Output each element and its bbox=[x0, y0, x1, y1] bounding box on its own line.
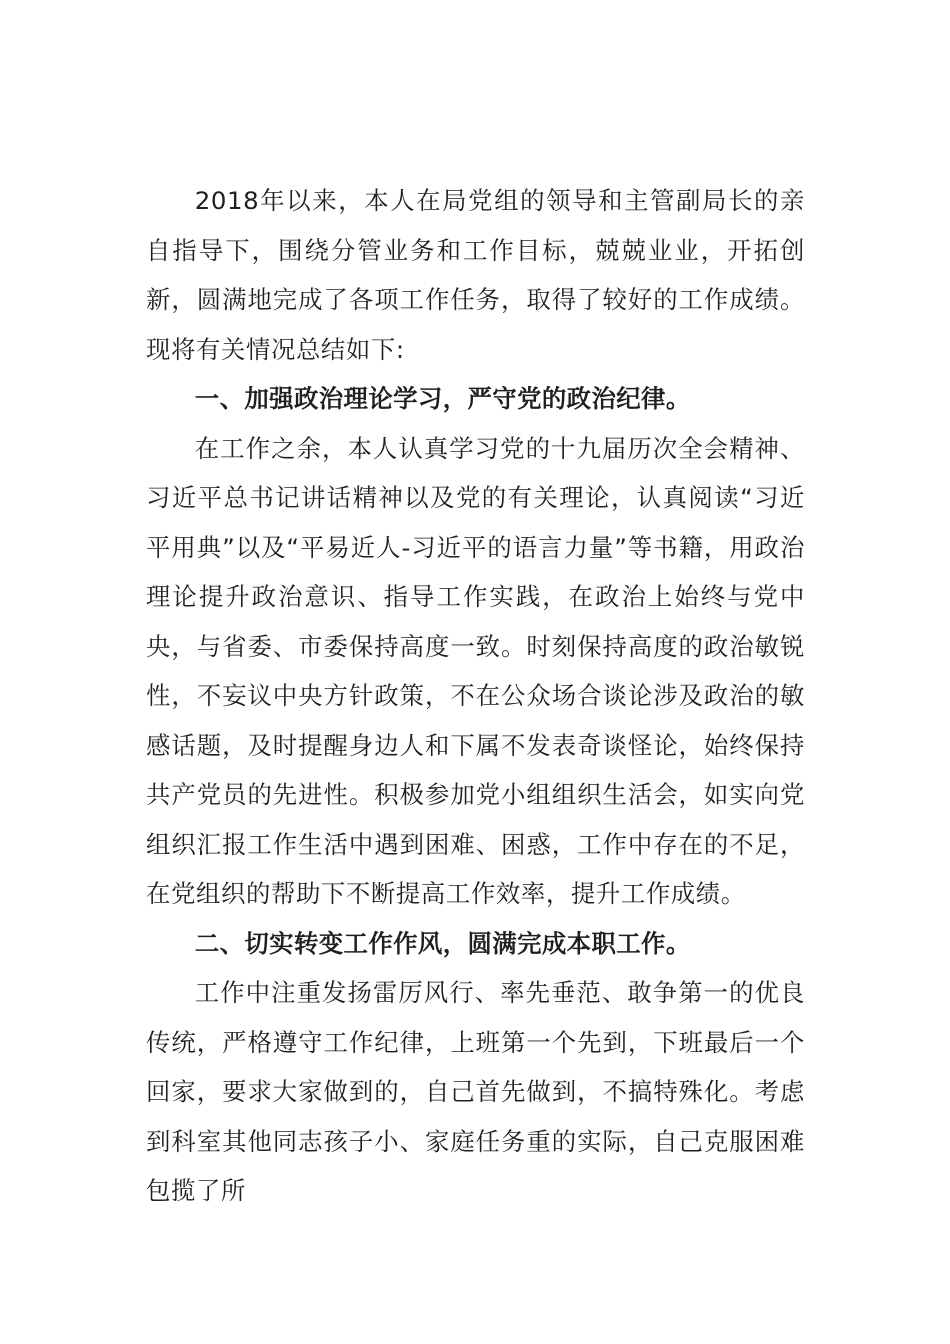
intro-paragraph: 2018年以来，本人在局党组的领导和主管副局长的亲自指导下，围绕分管业务和工作目标，兢兢业业，开拓创新，圆满地完成了各项工作任务，取得了较好的工作成绩。现将有关情况总结如下: bbox=[146, 186, 805, 364]
section-heading-1: 一、加强政治理论学习，严守党的政治纪律。 bbox=[194, 384, 691, 413]
section-1-paragraph: 在工作之余，本人认真学习党的十九届历次全会精神、习近平总书记讲话精神以及党的有关理论，认真阅读“习近平用典”以及“平易近人-习近平的语言力量”等书籍，用政治理论提升政治意识、指导工作实践，在政治上始终与党中央，与省委、市委保持高度一致。时刻保持高度的政治敏锐性，不妄议中央方针政策，不在公众场合谈论涉及政治的敏感话题，及时提醒身边人和下属不发表奇谈怪论，始终保持共产党员的先进性。积极参加党小组组织生活会，如实向党组织汇报工作生活中遇到困难、困惑，工作中存在的不足，在党组织的帮助下不断提高工作效率，提升工作成绩。 bbox=[146, 433, 805, 908]
section-heading-2: 二、切实转变工作作风，圆满完成本职工作。 bbox=[194, 928, 691, 958]
section-2-paragraph: 工作中注重发扬雷厉风行、率先垂范、敢争第一的优良传统，严格遵守工作纪律，上班第一个先到，下班最后一个回家，要求大家做到的，自己首先做到，不搞特殊化。考虑到科室其他同志孩子小、家庭任务重的实际，自己克服困难包揽了所 bbox=[146, 978, 805, 1205]
document-body bbox=[146, 176, 805, 1216]
